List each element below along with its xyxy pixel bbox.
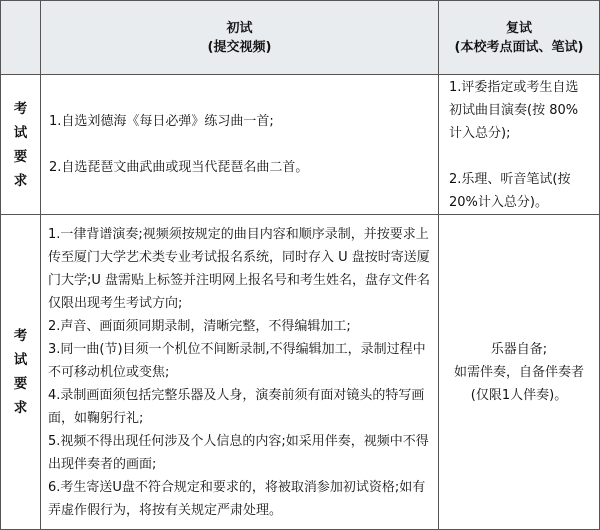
list-item: 2.乐理、听音笔试(按20%计入总分)。 bbox=[449, 171, 571, 210]
table-row bbox=[1, 75, 600, 215]
row-label-cell bbox=[1, 215, 41, 530]
row-label-cell bbox=[1, 75, 41, 215]
retest-subtitle: (本校考点面试、笔试) bbox=[454, 39, 584, 55]
table-row bbox=[1, 215, 600, 530]
header-retest-cell bbox=[439, 1, 600, 75]
list-item: 1.自选刘德海《每日必弹》练习曲一首; bbox=[49, 114, 274, 129]
initial-title: 初试 bbox=[226, 20, 253, 36]
header-row bbox=[1, 1, 600, 75]
initial-requirements-cell bbox=[41, 75, 439, 215]
initial-requirements-cell bbox=[41, 215, 439, 530]
list-item: 1.一律背谱演奏;视频须按规定的曲目内容和顺序录制，并按要求上传至厦门大学艺术类专业考试报名系统，同时存入 U 盘按时寄送厦门大学;U 盘需贴上标签并注明网上报名号和考生姓名，盘存文件名仅限出现考生考试方向; bbox=[48, 226, 431, 311]
list-item: 4.录制画面须包括完整乐器及人身，演奏前须有面对镜头的特写画面，如鞠躬行礼; bbox=[48, 387, 425, 426]
retest-title: 复试 bbox=[505, 20, 532, 36]
list-item: 3.同一曲(节)目须一个机位不间断录制,不得编辑加工，录制过程中不可移动机位或变焦; bbox=[48, 341, 426, 380]
row-label: 考试要求 bbox=[13, 100, 28, 189]
list-item: 1.评委指定或考生自选初试曲目演奏(按 80%计入总分); bbox=[449, 79, 579, 141]
retest-requirements-cell bbox=[439, 215, 600, 530]
initial-subtitle: (提交视频) bbox=[207, 39, 272, 55]
row-label: 考试要求 bbox=[13, 328, 28, 416]
list-item: (仅限1人伴奏)。 bbox=[470, 387, 568, 403]
list-item: 乐器自备; bbox=[490, 341, 548, 357]
header-initial-cell bbox=[41, 1, 439, 75]
list-item: 2.声音、画面须同期录制，清晰完整，不得编辑加工; bbox=[48, 318, 351, 334]
list-item: 5.视频不得出现任何涉及个人信息的内容;如采用伴奏，视频中不得出现伴奏者的画面; bbox=[48, 433, 429, 472]
list-item: 6.考生寄送U盘不符合规定和要求的，将被取消参加初试资格;如有弄虚作假行为，将按有关规定严肃处理。 bbox=[48, 479, 426, 518]
header-corner-cell bbox=[1, 1, 41, 75]
list-item: 2.自选琵琶文曲武曲或现当代琵琶名曲二首。 bbox=[49, 160, 309, 175]
retest-requirements-cell bbox=[439, 75, 600, 215]
list-item: 如需伴奏，自备伴奏者 bbox=[453, 364, 584, 380]
